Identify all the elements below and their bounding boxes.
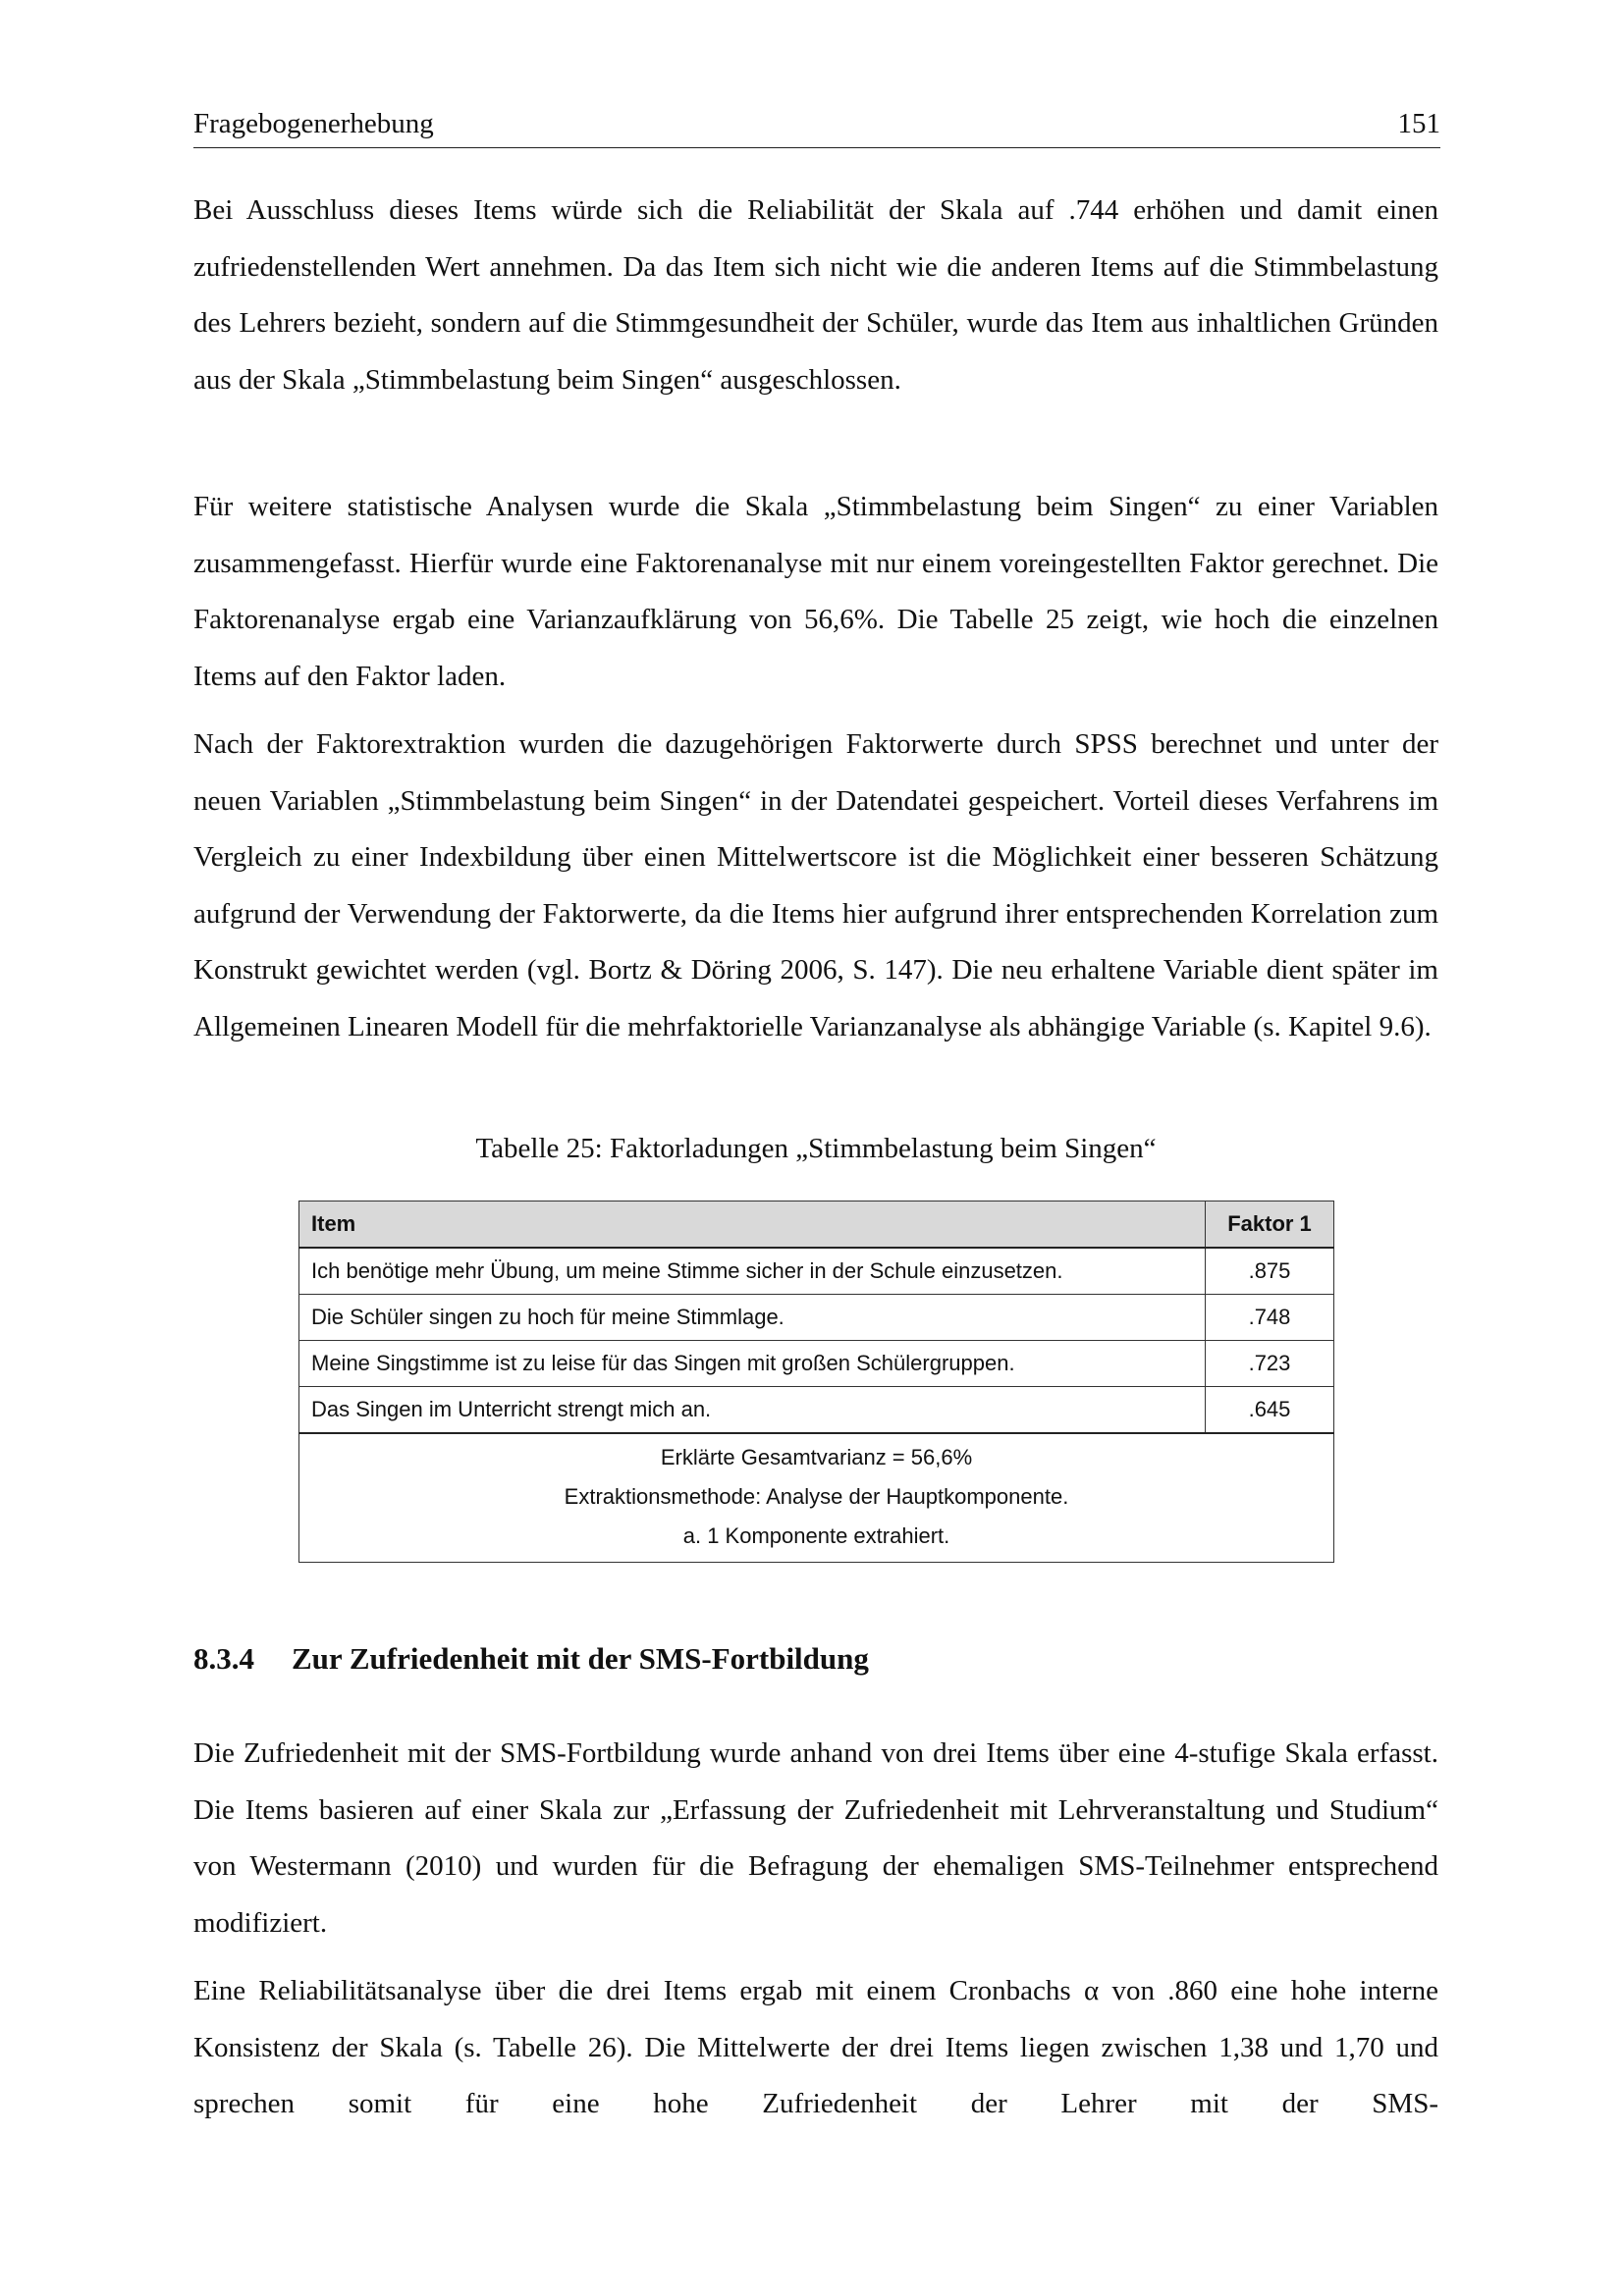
column-header-item: Item — [299, 1201, 1206, 1249]
paragraph: Nach der Faktorextraktion wurden die dazugehörigen Faktorwerte durch SPSS berechnet und unter der neuen Variablen „Stimmbelastung beim Singen“ in der Datendatei gespeichert. Vorteil dieses Verfahrens im Vergleich zu einer Indexbildung über einen Mittelwertscore ist die Möglichkeit einer besseren Schätzung aufgrund der Verwendung der Faktorwerte, da die Items hier aufgrund ihrer entsprechenden Korrelation zum Konstrukt gewichtet werden (vgl. Bortz & Döring 2006, S. 147). Die neu erhaltene Variable dient später im Allgemeinen Linearen Modell für die mehrfaktorielle Varianzanalyse als abhängige Variable (s. Kapitel 9.6). — [193, 728, 1438, 1042]
table-row — [299, 1295, 1334, 1341]
table-footer — [299, 1433, 1334, 1563]
section-number: 8.3.4 — [193, 1641, 254, 1676]
item-cell: Meine Singstimme ist zu leise für das Singen mit großen Schülergruppen. — [299, 1341, 1206, 1387]
section-heading — [193, 1641, 869, 1677]
footer-line: a. 1 Komponente extrahiert. — [682, 1523, 950, 1548]
value-cell: .875 — [1206, 1248, 1334, 1295]
item-cell: Ich benötige mehr Übung, um meine Stimme sicher in der Schule einzusetzen. — [299, 1248, 1206, 1295]
value-cell: .645 — [1206, 1387, 1334, 1434]
table-row — [299, 1248, 1334, 1295]
table-row — [299, 1387, 1334, 1434]
factor-loadings-table — [298, 1201, 1334, 1563]
table-row — [299, 1341, 1334, 1387]
footer-line: Extraktionsmethode: Analyse der Hauptkomponente. — [564, 1484, 1069, 1509]
item-cell: Die Schüler singen zu hoch für meine Stimmlage. — [299, 1295, 1206, 1341]
section-title: Zur Zufriedenheit mit der SMS-Fortbildung — [292, 1641, 869, 1676]
running-header — [193, 106, 1440, 148]
paragraph: Für weitere statistische Analysen wurde die Skala „Stimmbelastung beim Singen“ zu einer Variablen zusammengefasst. Hierfür wurde eine Faktorenanalyse mit nur einem voreingestellten Faktor gerechnet. Die Faktorenanalyse ergab eine Varianzaufklärung von 56,6%. Die Tabelle 25 zeigt, wie hoch die einzelnen Items auf den Faktor laden. — [193, 491, 1438, 692]
table-footer-row — [299, 1433, 1334, 1563]
item-cell: Das Singen im Unterricht strengt mich an. — [299, 1387, 1206, 1434]
paragraph: Bei Ausschluss dieses Items würde sich die Reliabilität der Skala auf .744 erhöhen und damit einen zufriedenstellenden Wert annehmen. Da das Item sich nicht wie die anderen Items auf die Stimmbelastung des Lehrers bezieht, sondern auf die Stimmgesundheit der Schüler, wurde das Item aus inhaltlichen Gründen aus der Skala „Stimmbelastung beim Singen“ ausgeschlossen. — [193, 194, 1438, 396]
value-cell: .723 — [1206, 1341, 1334, 1387]
value-cell: .748 — [1206, 1295, 1334, 1341]
table-caption: Tabelle 25: Faktorladungen „Stimmbelastung beim Singen“ — [475, 1133, 1157, 1164]
footer-line: Erklärte Gesamtvarianz = 56,6% — [660, 1445, 973, 1469]
table-header-row — [299, 1201, 1334, 1249]
column-header-factor: Faktor 1 — [1206, 1201, 1334, 1249]
paragraph: Die Zufriedenheit mit der SMS-Fortbildung wurde anhand von drei Items über eine 4-stufige Skala erfasst. Die Items basieren auf einer Skala zur „Erfassung der Zufriedenheit mit Lehrveranstaltung und Studium“ von Westermann (2010) und wurden für die Befragung der ehemaligen SMS-Teilnehmer entsprechend modifiziert. — [193, 1737, 1438, 1939]
header-title: Fragebogenerhebung — [193, 108, 434, 139]
paragraph: Eine Reliabilitätsanalyse über die drei Items ergab mit einem Cronbachs α von .860 eine hohe interne Konsistenz der Skala (s. Tabelle 26). Die Mittelwerte der drei Items liegen zwischen 1,38 und 1,70 und sprechen somit für eine hohe Zufriedenheit der Lehrer mit der SMS- — [193, 1975, 1438, 2120]
page-number: 151 — [1397, 108, 1440, 139]
